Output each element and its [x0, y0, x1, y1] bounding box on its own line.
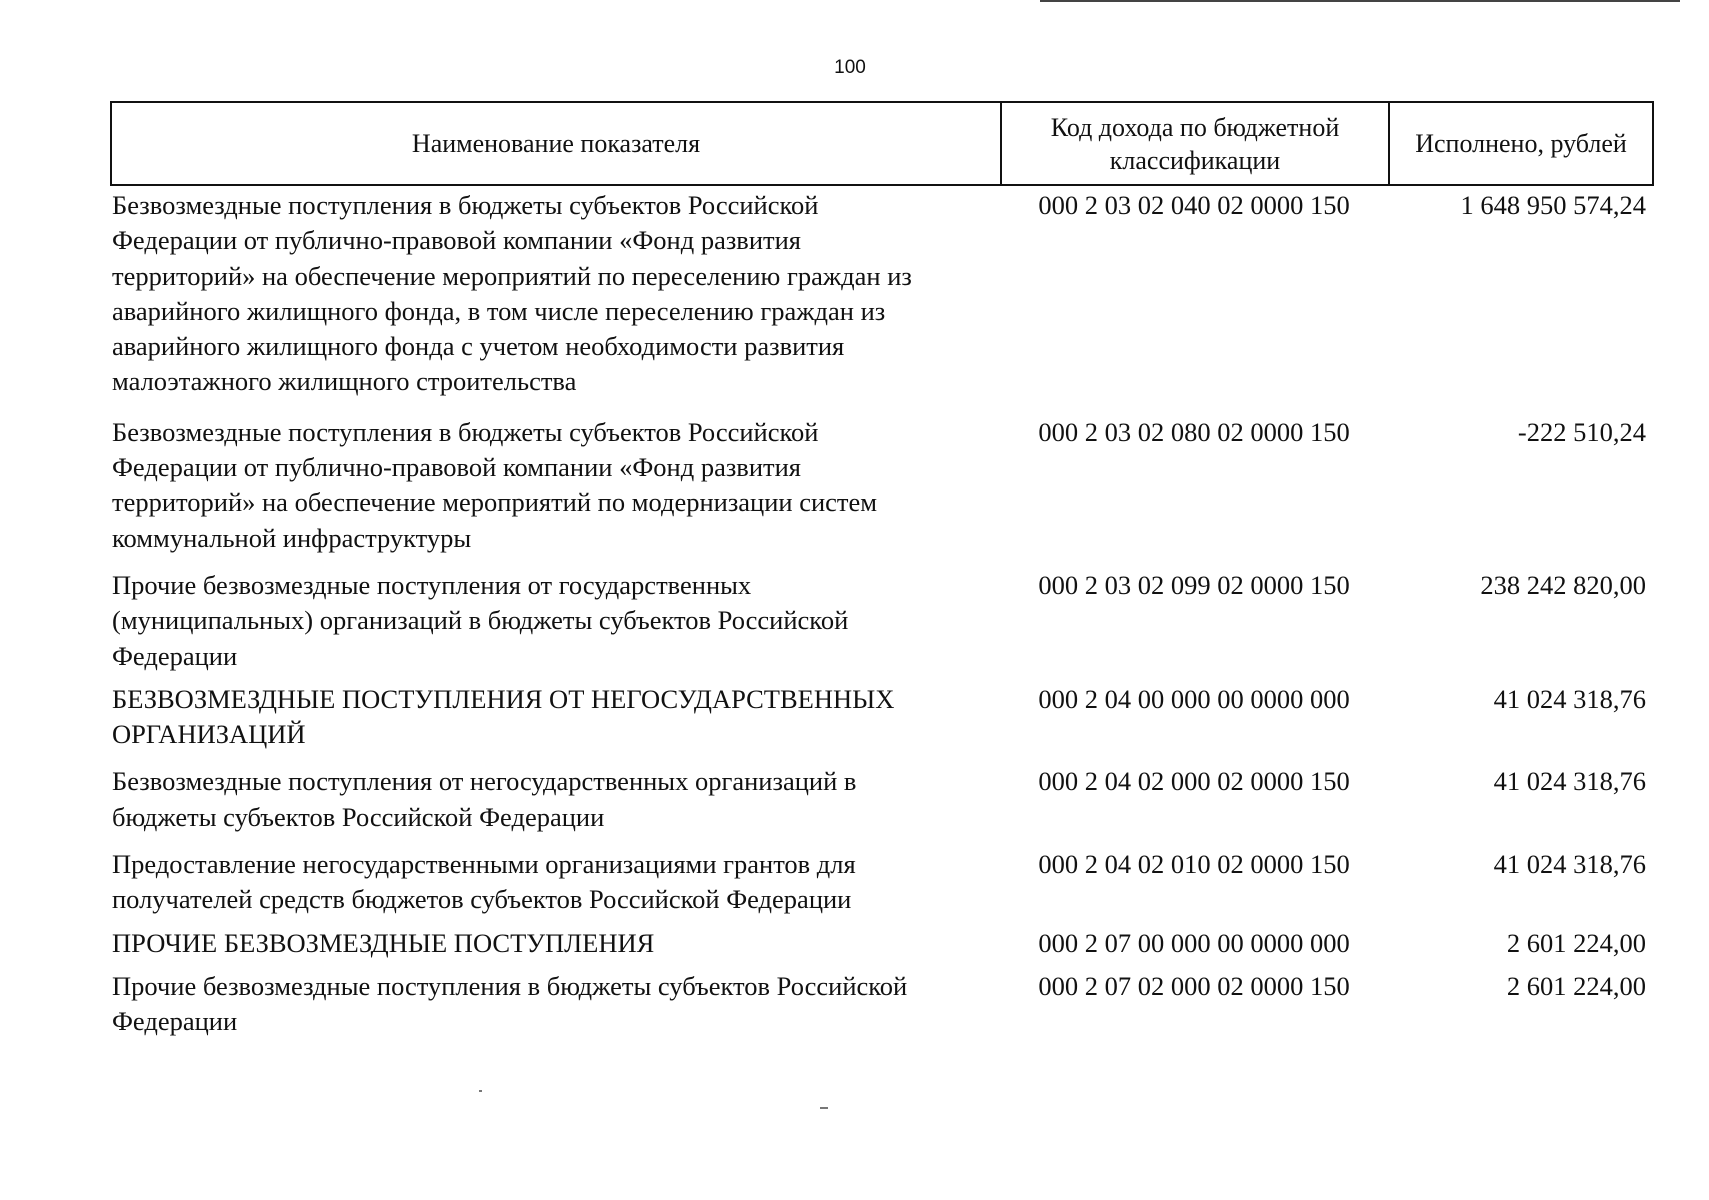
row-name-line: малоэтажного жилищного строительства	[112, 366, 577, 397]
row-name-line: аварийного жилищного фонда с учетом необходимости развития	[112, 331, 845, 362]
row-name	[112, 847, 1000, 918]
row-name-line: Прочие безвозмездные поступления в бюджеты субъектов Российской	[112, 970, 908, 1001]
row-name-line: Федерации от публично-правовой компании «Фонд развития	[112, 452, 801, 483]
row-name-line: ОРГАНИЗАЦИЙ	[112, 719, 306, 750]
row-name	[112, 188, 1000, 400]
header-amount-cell: Исполнено, рублей	[1415, 129, 1627, 158]
page-number: 100	[834, 57, 866, 78]
row-name-line: Федерации	[112, 640, 238, 671]
row-amount: 41 024 318,76	[1493, 766, 1646, 797]
table-row	[112, 926, 1652, 961]
table-row	[112, 847, 1652, 918]
table-row	[112, 415, 1652, 556]
row-amount: 2 601 224,00	[1506, 927, 1646, 958]
row-code: 000 2 03 02 040 02 0000 150	[1038, 190, 1350, 220]
row-name-line: Безвозмездные поступления в бюджеты субъектов Российской	[112, 190, 819, 220]
row-name-line: Безвозмездные поступления в бюджеты субъектов Российской	[112, 416, 819, 447]
row-name-line: Безвозмездные поступления от негосударственных организаций в	[112, 766, 857, 797]
header-name-cell: Наименование показателя	[112, 103, 1002, 184]
row-name	[112, 682, 1000, 753]
table-row	[112, 969, 1652, 1040]
header-code-line-1: Код дохода по бюджетной	[1050, 112, 1340, 142]
row-amount: 1 648 950 574,24	[1460, 190, 1646, 220]
row-code: 000 2 04 00 000 00 0000 000	[1038, 683, 1350, 714]
row-name-line: Федерации	[112, 1006, 238, 1037]
row-name-line: аварийного жилищного фонда, в том числе переселению граждан из	[112, 295, 886, 326]
table-row	[112, 682, 1652, 753]
row-amount: 41 024 318,76	[1493, 849, 1646, 880]
row-code: 000 2 07 00 000 00 0000 000	[1038, 927, 1350, 958]
row-name-line: Прочие безвозмездные поступления от государственных	[112, 569, 752, 600]
scan-speck	[820, 1107, 828, 1109]
row-code: 000 2 03 02 080 02 0000 150	[1038, 416, 1350, 447]
row-code: 000 2 07 02 000 02 0000 150	[1038, 970, 1350, 1001]
table-row	[112, 764, 1652, 835]
row-name	[112, 969, 1000, 1040]
row-name-line: ПРОЧИЕ БЕЗВОЗМЕЗДНЫЕ ПОСТУПЛЕНИЯ	[112, 927, 655, 958]
row-code: 000 2 04 02 010 02 0000 150	[1038, 849, 1350, 880]
row-amount: -222 510,24	[1517, 416, 1646, 447]
table-body	[112, 188, 1652, 1040]
row-name-line: получателей средств бюджетов субъектов Российской Федерации	[112, 884, 852, 915]
row-code: 000 2 03 02 099 02 0000 150	[1038, 569, 1350, 600]
row-name	[112, 764, 1000, 835]
row-name-line: территорий» на обеспечение мероприятий по модернизации систем	[112, 487, 878, 518]
header-code-line-2: классификации	[1109, 145, 1281, 175]
row-name-line: Федерации от публично-правовой компании «Фонд развития	[112, 225, 801, 256]
scan-speck	[479, 1090, 482, 1092]
row-name-line: (муниципальных) организаций в бюджеты субъектов Российской	[112, 605, 849, 636]
row-code: 000 2 04 02 000 02 0000 150	[1038, 766, 1350, 797]
header-code-cell	[1002, 103, 1390, 184]
row-name-line: территорий» на обеспечение мероприятий по переселению граждан из	[112, 260, 912, 291]
row-name	[112, 926, 1000, 961]
row-amount: 41 024 318,76	[1493, 683, 1646, 714]
row-name-line: коммунальной инфраструктуры	[112, 522, 472, 553]
table-row	[112, 188, 1652, 400]
table-row	[112, 568, 1652, 674]
row-name	[112, 568, 1000, 674]
table-header	[110, 101, 1654, 186]
row-name-line: Предоставление негосударственными организациями грантов для	[112, 849, 856, 880]
row-name-line: БЕЗВОЗМЕЗДНЫЕ ПОСТУПЛЕНИЯ ОТ НЕГОСУДАРСТВЕННЫХ	[112, 683, 895, 714]
row-name	[112, 415, 1000, 556]
row-name-line: бюджеты субъектов Российской Федерации	[112, 801, 605, 832]
scan-top-edge-line	[1040, 0, 1680, 2]
row-amount: 238 242 820,00	[1480, 569, 1646, 600]
row-amount: 2 601 224,00	[1506, 970, 1646, 1001]
